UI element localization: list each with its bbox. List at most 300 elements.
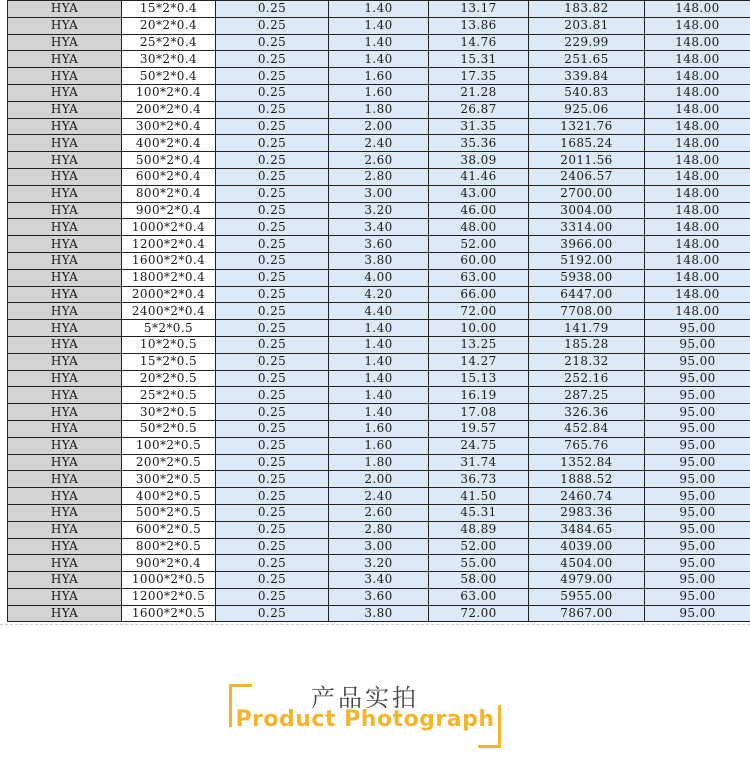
model-cell: HYA <box>8 118 122 135</box>
value-cell-4: 183.82 <box>529 1 645 18</box>
spec-cell: 400*2*0.4 <box>122 135 216 152</box>
model-cell: HYA <box>8 51 122 68</box>
value-cell-3: 46.00 <box>429 202 529 219</box>
spec-table-body <box>8 1 750 622</box>
value-cell-4: 2700.00 <box>529 185 645 202</box>
value-cell-1: 0.25 <box>216 605 329 622</box>
value-cell-5: 148.00 <box>645 185 750 202</box>
table-row <box>8 404 750 421</box>
value-cell-4: 141.79 <box>529 320 645 337</box>
model-cell: HYA <box>8 269 122 286</box>
spec-cell: 15*2*0.5 <box>122 353 216 370</box>
model-cell: HYA <box>8 1 122 18</box>
value-cell-3: 31.74 <box>429 454 529 471</box>
table-row <box>8 538 750 555</box>
spec-cell: 500*2*0.4 <box>122 152 216 169</box>
spec-cell: 1800*2*0.4 <box>122 269 216 286</box>
value-cell-1: 0.25 <box>216 488 329 505</box>
model-cell: HYA <box>8 555 122 572</box>
value-cell-4: 1685.24 <box>529 135 645 152</box>
spec-cell: 200*2*0.4 <box>122 101 216 118</box>
value-cell-2: 3.00 <box>329 185 429 202</box>
value-cell-1: 0.25 <box>216 588 329 605</box>
value-cell-4: 3004.00 <box>529 202 645 219</box>
value-cell-2: 1.40 <box>329 1 429 18</box>
value-cell-1: 0.25 <box>216 1 329 18</box>
value-cell-4: 5938.00 <box>529 269 645 286</box>
table-row <box>8 387 750 404</box>
value-cell-2: 4.20 <box>329 286 429 303</box>
value-cell-3: 13.17 <box>429 1 529 18</box>
spec-cell: 100*2*0.5 <box>122 437 216 454</box>
table-row <box>8 51 750 68</box>
spec-cell: 300*2*0.4 <box>122 118 216 135</box>
spec-cell: 10*2*0.5 <box>122 336 216 353</box>
value-cell-4: 1321.76 <box>529 118 645 135</box>
value-cell-5: 95.00 <box>645 437 750 454</box>
value-cell-4: 5955.00 <box>529 588 645 605</box>
value-cell-1: 0.25 <box>216 471 329 488</box>
spec-cell: 1600*2*0.4 <box>122 252 216 269</box>
value-cell-5: 148.00 <box>645 269 750 286</box>
value-cell-1: 0.25 <box>216 269 329 286</box>
model-cell: HYA <box>8 471 122 488</box>
value-cell-1: 0.25 <box>216 320 329 337</box>
spec-cell: 50*2*0.4 <box>122 68 216 85</box>
model-cell: HYA <box>8 84 122 101</box>
value-cell-1: 0.25 <box>216 286 329 303</box>
value-cell-3: 21.28 <box>429 84 529 101</box>
value-cell-3: 60.00 <box>429 252 529 269</box>
model-cell: HYA <box>8 17 122 34</box>
table-row <box>8 353 750 370</box>
table-row <box>8 252 750 269</box>
value-cell-4: 6447.00 <box>529 286 645 303</box>
value-cell-2: 2.00 <box>329 118 429 135</box>
value-cell-2: 1.80 <box>329 454 429 471</box>
spec-cell: 50*2*0.5 <box>122 420 216 437</box>
value-cell-4: 7708.00 <box>529 303 645 320</box>
value-cell-1: 0.25 <box>216 437 329 454</box>
value-cell-3: 63.00 <box>429 269 529 286</box>
model-cell: HYA <box>8 320 122 337</box>
table-row <box>8 84 750 101</box>
spec-cell: 400*2*0.5 <box>122 488 216 505</box>
table-row <box>8 185 750 202</box>
value-cell-3: 26.87 <box>429 101 529 118</box>
model-cell: HYA <box>8 572 122 589</box>
value-cell-3: 31.35 <box>429 118 529 135</box>
table-row <box>8 454 750 471</box>
spec-cell: 500*2*0.5 <box>122 504 216 521</box>
table-row <box>8 202 750 219</box>
value-cell-4: 540.83 <box>529 84 645 101</box>
value-cell-5: 95.00 <box>645 572 750 589</box>
value-cell-4: 4979.00 <box>529 572 645 589</box>
value-cell-5: 95.00 <box>645 588 750 605</box>
value-cell-2: 3.60 <box>329 236 429 253</box>
value-cell-4: 252.16 <box>529 370 645 387</box>
model-cell: HYA <box>8 168 122 185</box>
value-cell-2: 4.00 <box>329 269 429 286</box>
value-cell-3: 15.13 <box>429 370 529 387</box>
value-cell-2: 4.40 <box>329 303 429 320</box>
value-cell-2: 2.60 <box>329 152 429 169</box>
spec-cell: 30*2*0.5 <box>122 404 216 421</box>
value-cell-4: 287.25 <box>529 387 645 404</box>
model-cell: HYA <box>8 538 122 555</box>
value-cell-5: 148.00 <box>645 219 750 236</box>
value-cell-5: 95.00 <box>645 370 750 387</box>
value-cell-3: 58.00 <box>429 572 529 589</box>
value-cell-3: 15.31 <box>429 51 529 68</box>
spec-cell: 900*2*0.4 <box>122 202 216 219</box>
model-cell: HYA <box>8 605 122 622</box>
value-cell-2: 3.40 <box>329 219 429 236</box>
value-cell-1: 0.25 <box>216 202 329 219</box>
value-cell-1: 0.25 <box>216 51 329 68</box>
value-cell-3: 10.00 <box>429 320 529 337</box>
value-cell-1: 0.25 <box>216 168 329 185</box>
model-cell: HYA <box>8 252 122 269</box>
table-row <box>8 504 750 521</box>
value-cell-5: 95.00 <box>645 420 750 437</box>
value-cell-1: 0.25 <box>216 34 329 51</box>
value-cell-3: 35.36 <box>429 135 529 152</box>
value-cell-5: 148.00 <box>645 135 750 152</box>
value-cell-5: 95.00 <box>645 454 750 471</box>
value-cell-4: 1888.52 <box>529 471 645 488</box>
value-cell-5: 95.00 <box>645 504 750 521</box>
model-cell: HYA <box>8 219 122 236</box>
value-cell-2: 1.40 <box>329 17 429 34</box>
value-cell-5: 95.00 <box>645 387 750 404</box>
table-row <box>8 236 750 253</box>
value-cell-2: 3.40 <box>329 572 429 589</box>
value-cell-2: 2.60 <box>329 504 429 521</box>
value-cell-2: 1.60 <box>329 437 429 454</box>
value-cell-3: 52.00 <box>429 236 529 253</box>
value-cell-1: 0.25 <box>216 152 329 169</box>
value-cell-4: 925.06 <box>529 101 645 118</box>
model-cell: HYA <box>8 353 122 370</box>
value-cell-3: 48.89 <box>429 521 529 538</box>
section-divider <box>0 624 750 625</box>
spec-cell: 800*2*0.4 <box>122 185 216 202</box>
value-cell-2: 1.40 <box>329 353 429 370</box>
value-cell-3: 14.27 <box>429 353 529 370</box>
spec-cell: 30*2*0.4 <box>122 51 216 68</box>
value-cell-4: 229.99 <box>529 34 645 51</box>
table-row <box>8 320 750 337</box>
value-cell-5: 148.00 <box>645 68 750 85</box>
value-cell-5: 148.00 <box>645 303 750 320</box>
value-cell-2: 2.00 <box>329 471 429 488</box>
table-row <box>8 219 750 236</box>
model-cell: HYA <box>8 34 122 51</box>
value-cell-5: 148.00 <box>645 152 750 169</box>
model-cell: HYA <box>8 488 122 505</box>
table-row <box>8 303 750 320</box>
value-cell-1: 0.25 <box>216 135 329 152</box>
value-cell-5: 148.00 <box>645 34 750 51</box>
value-cell-3: 38.09 <box>429 152 529 169</box>
spec-cell: 600*2*0.4 <box>122 168 216 185</box>
value-cell-1: 0.25 <box>216 118 329 135</box>
value-cell-5: 95.00 <box>645 353 750 370</box>
value-cell-5: 148.00 <box>645 51 750 68</box>
value-cell-2: 1.60 <box>329 84 429 101</box>
table-row <box>8 1 750 18</box>
value-cell-4: 2011.56 <box>529 152 645 169</box>
table-row <box>8 68 750 85</box>
value-cell-4: 4504.00 <box>529 555 645 572</box>
table-row <box>8 135 750 152</box>
value-cell-1: 0.25 <box>216 353 329 370</box>
value-cell-1: 0.25 <box>216 370 329 387</box>
value-cell-2: 3.80 <box>329 605 429 622</box>
table-row <box>8 471 750 488</box>
value-cell-5: 148.00 <box>645 236 750 253</box>
value-cell-3: 19.57 <box>429 420 529 437</box>
value-cell-1: 0.25 <box>216 101 329 118</box>
value-cell-1: 0.25 <box>216 185 329 202</box>
value-cell-3: 72.00 <box>429 605 529 622</box>
model-cell: HYA <box>8 135 122 152</box>
value-cell-2: 1.40 <box>329 320 429 337</box>
value-cell-5: 148.00 <box>645 286 750 303</box>
model-cell: HYA <box>8 387 122 404</box>
spec-cell: 1000*2*0.4 <box>122 219 216 236</box>
model-cell: HYA <box>8 185 122 202</box>
value-cell-1: 0.25 <box>216 236 329 253</box>
value-cell-2: 1.40 <box>329 370 429 387</box>
table-row <box>8 152 750 169</box>
value-cell-3: 63.00 <box>429 588 529 605</box>
value-cell-3: 41.50 <box>429 488 529 505</box>
value-cell-3: 43.00 <box>429 185 529 202</box>
spec-cell: 15*2*0.4 <box>122 1 216 18</box>
spec-table <box>7 0 750 622</box>
spec-cell: 300*2*0.5 <box>122 471 216 488</box>
model-cell: HYA <box>8 370 122 387</box>
value-cell-2: 1.40 <box>329 404 429 421</box>
model-cell: HYA <box>8 202 122 219</box>
value-cell-2: 2.80 <box>329 168 429 185</box>
value-cell-4: 7867.00 <box>529 605 645 622</box>
value-cell-1: 0.25 <box>216 219 329 236</box>
table-row <box>8 101 750 118</box>
value-cell-4: 3966.00 <box>529 236 645 253</box>
value-cell-1: 0.25 <box>216 252 329 269</box>
value-cell-4: 3314.00 <box>529 219 645 236</box>
value-cell-1: 0.25 <box>216 68 329 85</box>
value-cell-2: 3.80 <box>329 252 429 269</box>
table-row <box>8 34 750 51</box>
value-cell-5: 148.00 <box>645 168 750 185</box>
model-cell: HYA <box>8 420 122 437</box>
value-cell-1: 0.25 <box>216 504 329 521</box>
value-cell-3: 72.00 <box>429 303 529 320</box>
spec-cell: 1200*2*0.5 <box>122 588 216 605</box>
model-cell: HYA <box>8 236 122 253</box>
spec-cell: 20*2*0.4 <box>122 17 216 34</box>
table-row <box>8 555 750 572</box>
value-cell-1: 0.25 <box>216 521 329 538</box>
model-cell: HYA <box>8 454 122 471</box>
value-cell-2: 3.60 <box>329 588 429 605</box>
value-cell-4: 218.32 <box>529 353 645 370</box>
value-cell-5: 148.00 <box>645 84 750 101</box>
value-cell-2: 3.20 <box>329 202 429 219</box>
spec-cell: 900*2*0.4 <box>122 555 216 572</box>
table-row <box>8 437 750 454</box>
value-cell-5: 95.00 <box>645 320 750 337</box>
model-cell: HYA <box>8 504 122 521</box>
value-cell-5: 95.00 <box>645 521 750 538</box>
value-cell-3: 16.19 <box>429 387 529 404</box>
model-cell: HYA <box>8 303 122 320</box>
value-cell-2: 2.40 <box>329 135 429 152</box>
value-cell-3: 36.73 <box>429 471 529 488</box>
spec-cell: 100*2*0.4 <box>122 84 216 101</box>
spec-cell: 200*2*0.5 <box>122 454 216 471</box>
table-row <box>8 168 750 185</box>
model-cell: HYA <box>8 521 122 538</box>
value-cell-5: 95.00 <box>645 336 750 353</box>
value-cell-3: 14.76 <box>429 34 529 51</box>
value-cell-5: 95.00 <box>645 471 750 488</box>
section-caption <box>229 678 501 748</box>
value-cell-2: 1.80 <box>329 101 429 118</box>
model-cell: HYA <box>8 68 122 85</box>
value-cell-4: 1352.84 <box>529 454 645 471</box>
value-cell-4: 326.36 <box>529 404 645 421</box>
value-cell-5: 148.00 <box>645 252 750 269</box>
value-cell-5: 148.00 <box>645 1 750 18</box>
value-cell-4: 251.65 <box>529 51 645 68</box>
table-row <box>8 286 750 303</box>
value-cell-3: 13.25 <box>429 336 529 353</box>
value-cell-2: 1.40 <box>329 387 429 404</box>
value-cell-2: 1.40 <box>329 34 429 51</box>
value-cell-5: 95.00 <box>645 605 750 622</box>
table-row <box>8 572 750 589</box>
value-cell-1: 0.25 <box>216 336 329 353</box>
value-cell-4: 339.84 <box>529 68 645 85</box>
value-cell-4: 452.84 <box>529 420 645 437</box>
table-row <box>8 269 750 286</box>
spec-cell: 600*2*0.5 <box>122 521 216 538</box>
value-cell-1: 0.25 <box>216 387 329 404</box>
value-cell-1: 0.25 <box>216 420 329 437</box>
value-cell-5: 95.00 <box>645 488 750 505</box>
model-cell: HYA <box>8 286 122 303</box>
value-cell-4: 185.28 <box>529 336 645 353</box>
value-cell-5: 148.00 <box>645 17 750 34</box>
value-cell-5: 95.00 <box>645 404 750 421</box>
model-cell: HYA <box>8 588 122 605</box>
value-cell-3: 17.08 <box>429 404 529 421</box>
table-row <box>8 336 750 353</box>
value-cell-1: 0.25 <box>216 555 329 572</box>
table-row <box>8 118 750 135</box>
spec-cell: 5*2*0.5 <box>122 320 216 337</box>
table-row <box>8 420 750 437</box>
value-cell-1: 0.25 <box>216 404 329 421</box>
value-cell-1: 0.25 <box>216 538 329 555</box>
value-cell-2: 2.40 <box>329 488 429 505</box>
value-cell-3: 45.31 <box>429 504 529 521</box>
spec-cell: 25*2*0.5 <box>122 387 216 404</box>
value-cell-5: 148.00 <box>645 202 750 219</box>
value-cell-3: 41.46 <box>429 168 529 185</box>
value-cell-3: 13.86 <box>429 17 529 34</box>
value-cell-2: 1.60 <box>329 420 429 437</box>
spec-cell: 1000*2*0.5 <box>122 572 216 589</box>
table-row <box>8 488 750 505</box>
value-cell-4: 3484.65 <box>529 521 645 538</box>
value-cell-4: 5192.00 <box>529 252 645 269</box>
value-cell-4: 765.76 <box>529 437 645 454</box>
value-cell-3: 66.00 <box>429 286 529 303</box>
section-title-cn: 产品实拍 <box>311 684 419 712</box>
model-cell: HYA <box>8 437 122 454</box>
value-cell-2: 1.60 <box>329 68 429 85</box>
value-cell-3: 17.35 <box>429 68 529 85</box>
spec-cell: 20*2*0.5 <box>122 370 216 387</box>
model-cell: HYA <box>8 336 122 353</box>
table-row <box>8 17 750 34</box>
spec-cell: 800*2*0.5 <box>122 538 216 555</box>
spec-cell: 1200*2*0.4 <box>122 236 216 253</box>
value-cell-1: 0.25 <box>216 84 329 101</box>
value-cell-4: 203.81 <box>529 17 645 34</box>
value-cell-2: 3.00 <box>329 538 429 555</box>
model-cell: HYA <box>8 101 122 118</box>
value-cell-4: 4039.00 <box>529 538 645 555</box>
value-cell-2: 1.40 <box>329 51 429 68</box>
model-cell: HYA <box>8 152 122 169</box>
table-row <box>8 588 750 605</box>
value-cell-1: 0.25 <box>216 303 329 320</box>
table-row <box>8 521 750 538</box>
spec-cell: 2000*2*0.4 <box>122 286 216 303</box>
value-cell-3: 55.00 <box>429 555 529 572</box>
value-cell-1: 0.25 <box>216 17 329 34</box>
value-cell-4: 2460.74 <box>529 488 645 505</box>
value-cell-5: 95.00 <box>645 538 750 555</box>
table-row <box>8 370 750 387</box>
value-cell-1: 0.25 <box>216 454 329 471</box>
value-cell-2: 2.80 <box>329 521 429 538</box>
spec-cell: 1600*2*0.5 <box>122 605 216 622</box>
model-cell: HYA <box>8 404 122 421</box>
value-cell-2: 3.20 <box>329 555 429 572</box>
table-row <box>8 605 750 622</box>
value-cell-5: 148.00 <box>645 118 750 135</box>
value-cell-3: 24.75 <box>429 437 529 454</box>
value-cell-1: 0.25 <box>216 572 329 589</box>
value-cell-3: 52.00 <box>429 538 529 555</box>
value-cell-5: 95.00 <box>645 555 750 572</box>
value-cell-3: 48.00 <box>429 219 529 236</box>
spec-cell: 25*2*0.4 <box>122 34 216 51</box>
value-cell-4: 2983.36 <box>529 504 645 521</box>
value-cell-5: 148.00 <box>645 101 750 118</box>
value-cell-4: 2406.57 <box>529 168 645 185</box>
section-title-en: Product Photograph <box>235 707 495 732</box>
